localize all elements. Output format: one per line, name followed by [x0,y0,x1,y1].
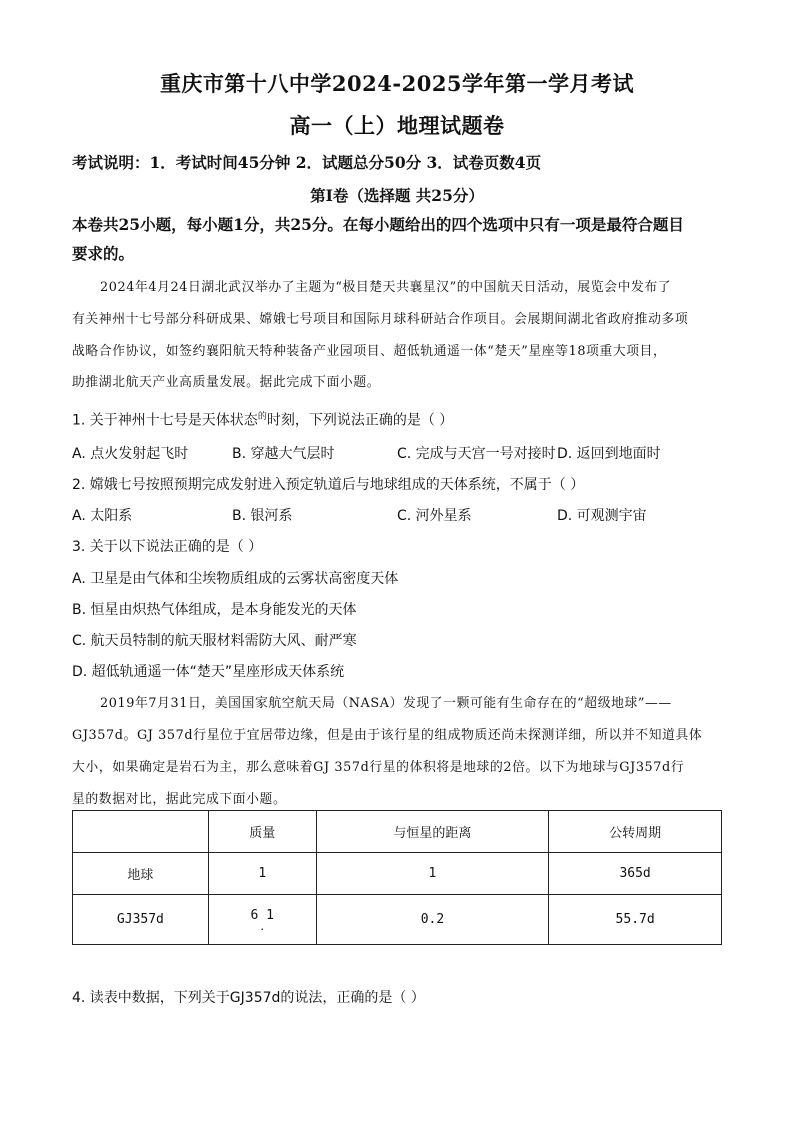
question-3-option-c[interactable]: C. 航天员特制的航天服材料需防大风、耐严寒 [72,633,357,649]
section-instruction-line2: 要求的。 [72,244,135,263]
question-1-option-a[interactable]: A. 点火发射起飞时 [72,446,189,462]
question-1-stem-text: 1. 关于神州十七号是天体状态 [72,412,258,429]
question-1-stem-tail: 时刻，下列说法正确的是（ ） [266,412,454,429]
section-instruction-line1: 本卷共25小题，每小题1分，共25分。在每小题给出的四个选项中只有一项是最符合题目 [72,215,684,234]
table-header-cell: 质量 [208,811,316,853]
question-2-option-c[interactable]: C. 河外星系 [397,508,472,524]
table-cell-mass [208,895,316,945]
section-heading: 第Ⅰ卷（选择题 共25分） [310,186,484,205]
table-row [73,853,722,895]
question-1-stem-sup: 的 [257,412,267,422]
table-cell: 1 [208,853,316,895]
passage2-line: 2019年7月31日，美国国家航空航天局（NASA）发现了一颗可能有生命存在的“超级地球”—— [100,696,672,711]
table-header-cell [73,811,209,853]
mass-dot: . [259,921,266,933]
question-2-option-a[interactable]: A. 太阳系 [72,508,133,524]
table-header-cell: 与恒星的距离 [316,811,549,853]
exam-note: 考试说明：1．考试时间45分钟 2．试题总分50分 3．试卷页数4页 [72,153,542,172]
question-4-stem: 4. 读表中数据，下列关于GJ357d的说法，正确的是（ ） [72,990,425,1006]
exam-title: 重庆市第十八中学2024-2025学年第一学月考试 [159,71,635,96]
comparison-table [72,810,722,945]
question-1-option-c[interactable]: C. 完成与天宫一号对接时 [397,446,556,462]
table-header-row [73,811,722,853]
table-cell: 地球 [73,853,209,895]
table-cell: 55.7d [549,895,722,945]
table-row [73,895,722,945]
question-2-stem: 2. 嫦娥七号按照预期完成发射进入预定轨道后与地球组成的天体系统，不属于（ ） [72,477,585,493]
passage1-line: 有关神州十七号部分科研成果、嫦娥七号项目和国际月球科研站合作项目。会展期间湖北省政府推动多项 [72,312,689,327]
table-cell: 0.2 [316,895,549,945]
question-3-option-b[interactable]: B. 恒星由炽热气体组成，是本身能发光的天体 [72,602,357,618]
table-cell: GJ357d [73,895,209,945]
passage1-line: 助推湖北航天产业高质量发展。据此完成下面小题。 [72,375,381,390]
question-3-option-d[interactable]: D. 超低轨通遥一体“楚天”星座形成天体系统 [72,664,345,680]
passage2-line: GJ357d。GJ 357d行星位于宜居带边缘，但是由于该行星的组成物质还尚未探测详细，所以并不知道具体 [72,728,703,743]
question-3-option-a[interactable]: A. 卫星是由气体和尘埃物质组成的云雾状高密度天体 [72,571,399,587]
question-1-option-b[interactable]: B. 穿越大气层时 [232,446,335,462]
passage1-line: 2024年4月24日湖北武汉举办了主题为“极目楚天共襄星汉”的中国航天日活动，展览会中发布了 [100,280,672,295]
table-cell: 365d [549,853,722,895]
question-1-option-d[interactable]: D. 返回到地面时 [557,446,661,462]
passage2-line: 星的数据对比，据此完成下面小题。 [72,792,287,807]
mass-digits: 6 1 [250,907,274,923]
question-2-option-d[interactable]: D. 可观测宇宙 [557,508,647,524]
passage2-line: 大小，如果确定是岩石为主，那么意味着GJ 357d行星的体积将是地球的2倍。以下为地球与GJ357d行 [72,760,685,775]
question-3-stem: 3. 关于以下说法正确的是（ ） [72,539,263,555]
passage1-line: 战略合作协议，如签约襄阳航天特种装备产业园项目、超低轨通遥一体“楚天”星座等18项重大项目， [72,344,667,359]
table-cell: 1 [316,853,549,895]
question-1-stem [72,409,453,430]
table-header-cell: 公转周期 [549,811,722,853]
exam-subtitle: 高一（上）地理试题卷 [289,113,505,138]
question-2-option-b[interactable]: B. 银河系 [232,508,293,524]
